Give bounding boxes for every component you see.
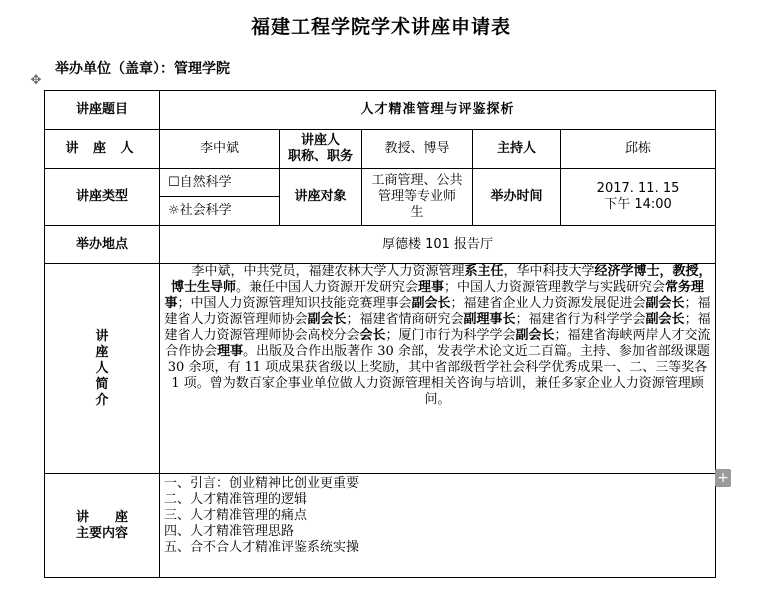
- label-speaker-title-line1: 讲座人: [300, 133, 340, 148]
- bio-bold: 会长: [359, 328, 386, 343]
- label-content: [45, 474, 160, 578]
- time-date: 2017. 11. 15: [596, 181, 680, 196]
- type-option-social-science[interactable]: ☼社会科学: [160, 197, 280, 226]
- label-content-line2: 主要内容: [75, 525, 128, 541]
- bio-seg: ；中国人力资源管理教学与实践研究会: [444, 280, 666, 295]
- organizer-label: 举办单位（盖章）：: [55, 61, 174, 77]
- bio-bold: 系主任: [464, 264, 504, 279]
- label-speaker-title-line2: 职称、职务: [287, 149, 353, 164]
- audience-line1: 工商管理、公共: [371, 173, 463, 188]
- bio-seg: 李中斌，中共党员，福建农林大学人力资源管理: [191, 264, 465, 279]
- bio-seg: ；厦门市行为科学学会: [385, 328, 516, 343]
- move-handle-icon[interactable]: ✥: [30, 73, 42, 88]
- organizer-value: 管理学院: [174, 61, 230, 77]
- bio-seg: ；中国人力资源管理知识技能竞赛理事会: [177, 296, 412, 311]
- bio-seg: 。出版及合作出版著作 30 余部，发表学术论文近二百篇。主持、参加省部级课题 30 余项，有 11 项成果获省级以上奖励，其中省部级哲学社会科学优秀成果一、二、三等奖各 1 项。曾为数百家企事业单位做人力资源管理相关咨询与培训，兼任多家企业人力资源管理顾问。: [167, 344, 710, 407]
- bio-bold: 副会长: [645, 312, 685, 327]
- label-bio-char4: 简: [95, 376, 109, 392]
- organizer-line: [55, 58, 230, 78]
- bio-seg: ；福建省企业人力资源发展促进会: [450, 296, 646, 311]
- bio-seg: 。兼任中国人力资源开发研究会: [236, 280, 419, 295]
- bio-seg: ；福建省海峡两岸人才交流合作协会: [165, 328, 711, 359]
- row-bio: [45, 264, 716, 474]
- audience-value[interactable]: [362, 169, 473, 226]
- label-lecture-type: 讲座类型: [45, 169, 160, 226]
- audience-line2: 管理等专业师: [377, 189, 456, 204]
- label-bio-char1: 讲: [95, 328, 109, 344]
- topic-value[interactable]: 人才精准管理与评鉴探析: [160, 91, 716, 130]
- bio-bold: 理事: [418, 280, 445, 295]
- label-bio: [45, 264, 160, 474]
- label-content-line1: 讲 座: [75, 509, 128, 525]
- bio-seg: ；福建省人力资源管理师协会: [164, 296, 711, 327]
- bio-seg: ；福建省人力资源管理师协会高校分会: [164, 312, 711, 343]
- row-topic: [45, 91, 716, 130]
- row-content: [45, 474, 716, 578]
- row-speaker: [45, 130, 716, 169]
- add-icon[interactable]: +: [715, 469, 731, 487]
- bio-bold: 副会长: [515, 328, 555, 343]
- time-value[interactable]: [561, 169, 716, 226]
- location-value[interactable]: 厚德楼 101 报告厅: [160, 226, 716, 264]
- label-topic: 讲座题目: [45, 91, 160, 130]
- bio-bold: 常务理事: [164, 280, 705, 311]
- time-hour: 下午 14:00: [604, 197, 672, 212]
- speaker-value[interactable]: 李中斌: [160, 130, 280, 169]
- bio-bold: 副会长: [645, 296, 685, 311]
- label-audience: 讲座对象: [280, 169, 362, 226]
- label-location: 举办地点: [45, 226, 160, 264]
- label-speaker: 讲 座 人: [45, 130, 160, 169]
- row-type-1: [45, 169, 716, 197]
- type-option-natural-science[interactable]: ☐自然科学: [160, 169, 280, 197]
- row-location: [45, 226, 716, 264]
- bio-seg: ，华中科技大学: [503, 264, 595, 279]
- content-item: 五、合不合人才精准评鉴系统实操: [164, 540, 360, 555]
- bio-bold: 副会长: [411, 296, 451, 311]
- content-item: 三、人才精准管理的痛点: [164, 508, 308, 523]
- host-value[interactable]: 邱栋: [561, 130, 716, 169]
- speaker-title-value[interactable]: 教授、博导: [362, 130, 473, 169]
- bio-bold: 经济学博士，教授，博士生导师: [170, 264, 712, 295]
- label-speaker-title: [280, 130, 362, 169]
- label-time: 举办时间: [473, 169, 561, 226]
- bio-bold: 理事: [217, 344, 244, 359]
- audience-line3: 生: [410, 205, 424, 220]
- label-bio-char5: 介: [95, 392, 109, 408]
- label-bio-char2: 座: [95, 344, 109, 360]
- bio-bold: 副理事长: [463, 312, 516, 327]
- content-item: 四、人才精准管理思路: [164, 524, 295, 539]
- content-item: 一、引言：创业精神比创业更重要: [164, 476, 360, 491]
- page-title: 福建工程学院学术讲座申请表: [250, 16, 511, 38]
- bio-bold: 副会长: [307, 312, 347, 327]
- bio-text[interactable]: [160, 264, 716, 474]
- content-item: 二、人才精准管理的逻辑: [164, 492, 308, 507]
- bio-seg: ；福建省行为科学学会: [515, 312, 646, 327]
- label-bio-char3: 人: [95, 360, 109, 376]
- bio-seg: ；福建省情商研究会: [346, 312, 464, 327]
- content-list[interactable]: [160, 474, 716, 578]
- application-form-table: [44, 90, 716, 578]
- label-host: 主持人: [473, 130, 561, 169]
